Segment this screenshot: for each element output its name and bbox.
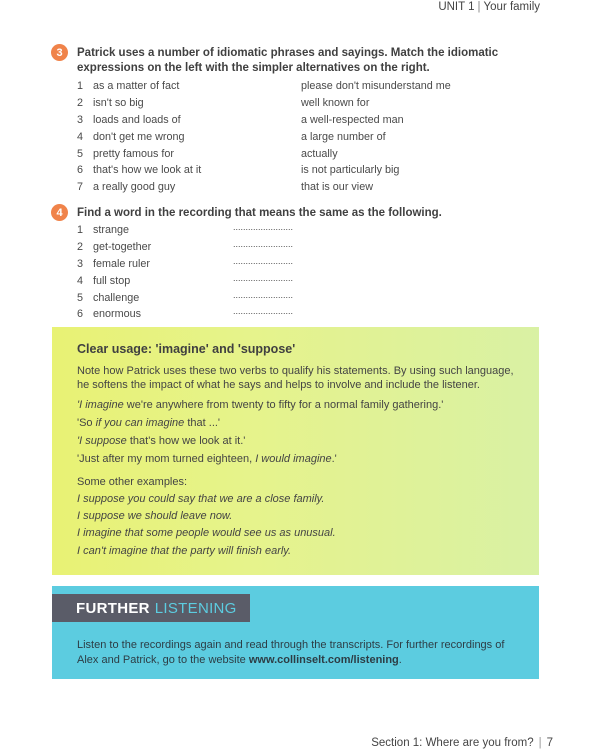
word-text: get-together (93, 240, 152, 253)
website-link[interactable]: www.collinselt.com/listening (248, 653, 399, 666)
alternative-text: well known for (301, 96, 370, 109)
quote-line: 'I imagine we're anywhere from twenty to fifty for a normal family gathering.' (77, 398, 444, 411)
section-title: Section 1: Where are you from? (371, 737, 534, 749)
idiom-text: as a matter of fact (93, 80, 180, 92)
idiom-text: a really good guy (93, 181, 176, 194)
page-footer: Section 1: Where are you from? | 7 (371, 737, 553, 749)
item-number: 1 (77, 224, 84, 236)
alternative-text: actually (301, 147, 338, 160)
item-number: 3 (77, 257, 84, 270)
item-number: 4 (77, 130, 84, 143)
examples-list (77, 492, 517, 558)
clear-usage-paragraph: Note how Patrick uses these two verbs to qualify his statements. By using such language, he softens the impact of what he says and helps to involve and include the listener. (77, 365, 514, 392)
quote-list (77, 398, 517, 466)
clear-usage-box (52, 327, 539, 575)
unit-label: UNIT 1 (438, 1, 475, 13)
idiom-text: that's how we look at it (93, 164, 202, 177)
example-line: I suppose you could say that we are a close family. (77, 492, 325, 505)
word-text: enormous (93, 308, 142, 321)
alternative-text: is not particularly big (301, 164, 400, 177)
examples-heading: Some other examples: (77, 475, 188, 488)
unit-title: Your family (483, 1, 540, 13)
further-listening-text: Listen to the recordings again and read through the transcripts. For further recordings of Alex and Patrick, go to the website www.collinselt.com/listening. (77, 639, 505, 666)
word-text: full stop (93, 274, 131, 287)
exercise-instruction: Patrick uses a number of idiomatic phrases and sayings. Match the idiomatic expressions on the left with the simpler alternatives on the right. (77, 47, 499, 74)
item-number: 3 (77, 113, 84, 126)
exercise-3 (51, 44, 551, 194)
word-text: female ruler (93, 257, 151, 270)
example-line: I can't imagine that the party will finish early. (77, 544, 292, 557)
item-number: 5 (77, 291, 84, 304)
answer-blank[interactable]: ........................ (233, 255, 294, 266)
idiom-text: don't get me wrong (93, 130, 185, 143)
answer-blank[interactable]: ........................ (233, 222, 294, 232)
answer-blank[interactable]: ........................ (233, 289, 294, 300)
quote-line: 'Just after my mom turned eighteen, I would imagine.' (77, 452, 337, 465)
item-number: 2 (77, 240, 84, 253)
item-number: 2 (77, 96, 84, 109)
item-number: 4 (77, 274, 84, 287)
quote-line: 'So if you can imagine that ...' (77, 416, 221, 429)
alternative-text: please don't misunderstand me (301, 80, 451, 92)
idiom-text: isn't so big (93, 96, 144, 109)
word-text: challenge (93, 291, 140, 304)
further-listening-box (52, 586, 539, 679)
running-header: UNIT 1 | Your family (438, 1, 540, 13)
alternative-text: a well-respected man (301, 113, 404, 126)
alternative-text: that is our view (301, 181, 374, 194)
example-line: I imagine that some people would see us as unusual. (77, 527, 336, 540)
item-number: 6 (77, 164, 84, 177)
exercise-number-badge: 4 (51, 204, 68, 221)
exercise-number-badge: 3 (51, 44, 68, 61)
exercise-instruction: Find a word in the recording that means the same as the following. (77, 207, 442, 219)
word-text: strange (93, 224, 130, 236)
quote-line: 'I suppose that's how we look at it.' (77, 434, 246, 447)
item-number: 6 (77, 308, 84, 321)
item-number: 1 (77, 80, 84, 92)
page-number: 7 (546, 737, 553, 749)
answer-blank[interactable]: ........................ (233, 238, 294, 249)
idiom-text: pretty famous for (93, 147, 175, 160)
further-listening-label: FURTHER LISTENING (52, 594, 250, 622)
answer-blank[interactable]: ........................ (233, 272, 294, 283)
alternative-text: a large number of (301, 130, 386, 143)
example-line: I suppose we should leave now. (77, 509, 233, 522)
item-number: 5 (77, 147, 84, 160)
item-number: 7 (77, 181, 84, 194)
idiom-text: loads and loads of (93, 113, 181, 126)
answer-blank[interactable]: ........................ (233, 306, 294, 317)
exercise-4 (51, 204, 551, 324)
clear-usage-title: Clear usage: 'imagine' and 'suppose' (77, 342, 296, 356)
